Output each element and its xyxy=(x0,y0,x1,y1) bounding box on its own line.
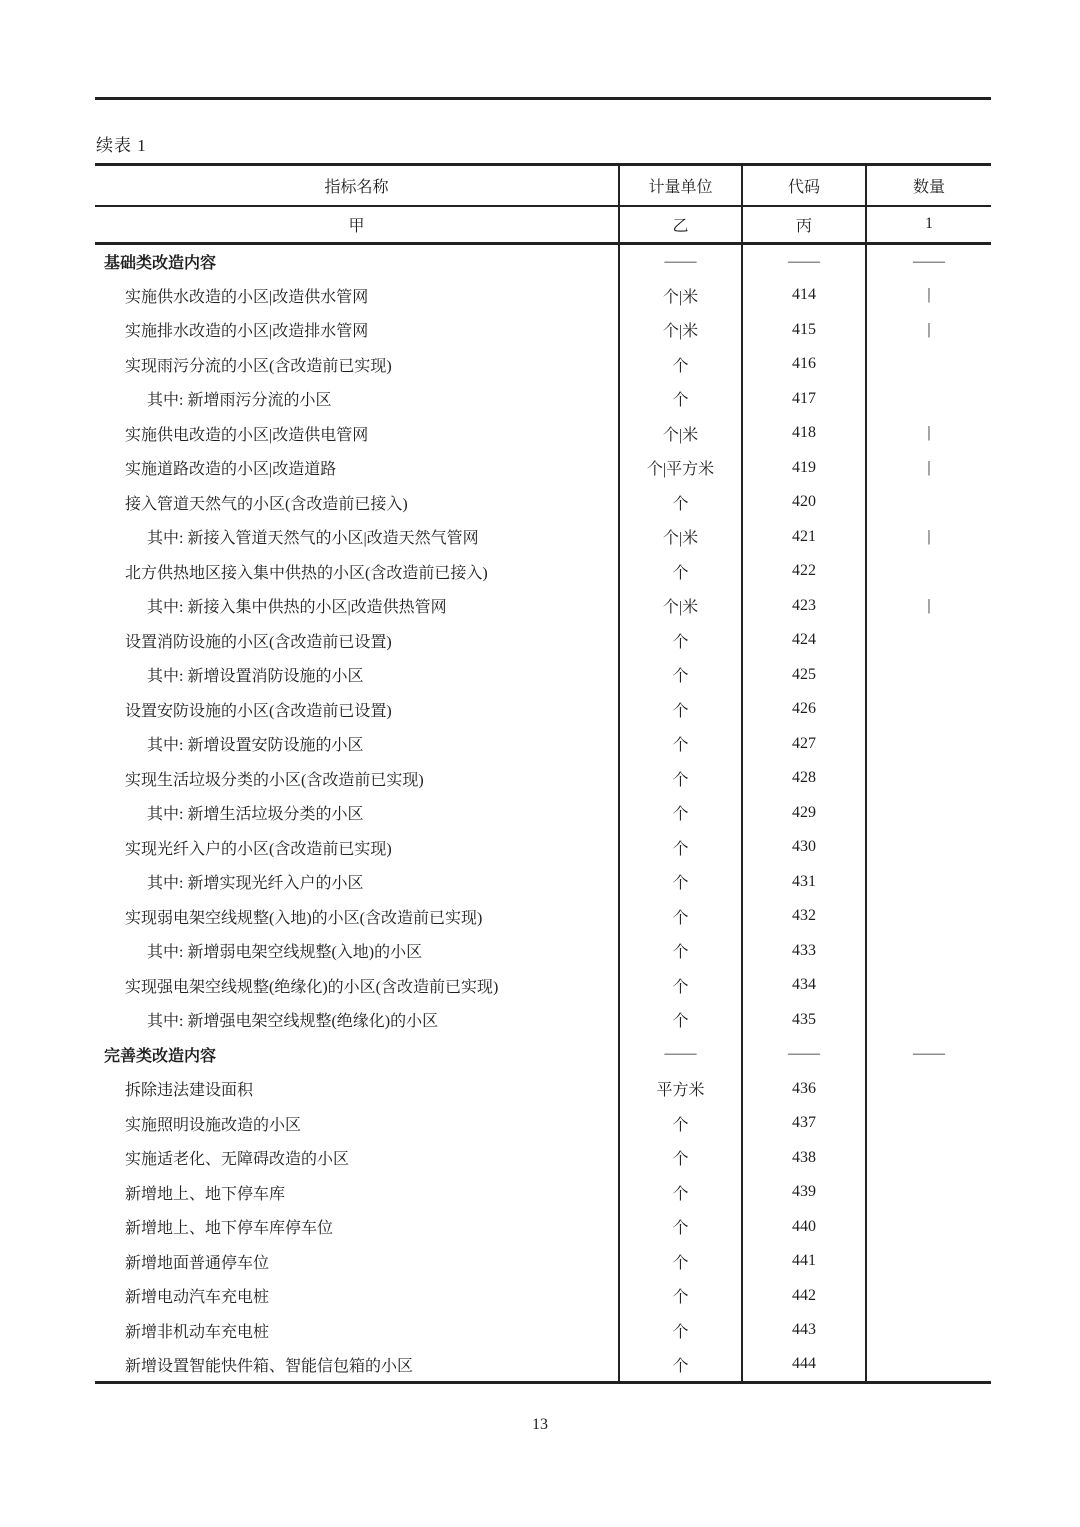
table-row xyxy=(95,1210,991,1245)
indicator-name-cell: 新增地上、地下停车库停车位 xyxy=(125,1220,334,1238)
table-caption: 续表 1 xyxy=(96,136,147,155)
subheader-1: 1 xyxy=(866,206,991,244)
quantity-cell: | xyxy=(866,416,991,451)
code-cell: —— xyxy=(742,1037,866,1072)
code-cell: 439 xyxy=(742,1175,866,1210)
unit-cell: 个 xyxy=(619,796,742,831)
table-row xyxy=(95,416,991,451)
col-header-code: 代码 xyxy=(742,165,866,206)
unit-cell: 个 xyxy=(619,1175,742,1210)
unit-cell: 个|平方米 xyxy=(619,451,742,486)
subheader-yi: 乙 xyxy=(619,206,742,244)
quantity-cell: | xyxy=(866,451,991,486)
table-row xyxy=(95,968,991,1003)
table-row xyxy=(95,313,991,348)
unit-cell: 个 xyxy=(619,382,742,417)
quantity-cell xyxy=(866,727,991,762)
quantity-cell xyxy=(866,623,991,658)
unit-cell: 个 xyxy=(619,899,742,934)
unit-cell: 个 xyxy=(619,692,742,727)
indicator-name-cell: 实施排水改造的小区|改造排水管网 xyxy=(125,323,369,341)
table-row xyxy=(95,1313,991,1348)
quantity-cell xyxy=(866,865,991,900)
table-row xyxy=(95,1279,991,1314)
code-cell: 414 xyxy=(742,278,866,313)
code-cell: 424 xyxy=(742,623,866,658)
code-cell: 431 xyxy=(742,865,866,900)
code-cell: 418 xyxy=(742,416,866,451)
table-header xyxy=(95,165,991,244)
unit-cell: 个 xyxy=(619,865,742,900)
quantity-cell: | xyxy=(866,313,991,348)
indicator-name-cell: 其中: 新接入集中供热的小区|改造供热管网 xyxy=(147,599,447,617)
page-number: 13 xyxy=(532,1416,548,1433)
indicator-name-cell: 实现雨污分流的小区(含改造前已实现) xyxy=(125,357,392,375)
unit-cell: 个 xyxy=(619,554,742,589)
quantity-cell xyxy=(866,934,991,969)
col-header-quantity: 数量 xyxy=(866,165,991,206)
quantity-cell xyxy=(866,692,991,727)
code-cell: 428 xyxy=(742,761,866,796)
table-row xyxy=(95,761,991,796)
unit-cell: 个|米 xyxy=(619,278,742,313)
code-cell: —— xyxy=(742,244,866,279)
quantity-cell xyxy=(866,382,991,417)
indicator-name-cell: 新增设置智能快件箱、智能信包箱的小区 xyxy=(125,1357,414,1375)
code-cell: 433 xyxy=(742,934,866,969)
indicator-name-cell: 其中: 新增生活垃圾分类的小区 xyxy=(147,806,364,824)
indicator-name-cell: 新增电动汽车充电桩 xyxy=(125,1289,270,1307)
code-cell: 416 xyxy=(742,347,866,382)
unit-cell: 个 xyxy=(619,1279,742,1314)
unit-cell: 个|米 xyxy=(619,589,742,624)
code-cell: 429 xyxy=(742,796,866,831)
quantity-cell: | xyxy=(866,589,991,624)
unit-cell: 个 xyxy=(619,934,742,969)
indicator-name-cell: 其中: 新增设置安防设施的小区 xyxy=(147,737,364,755)
unit-cell: 个 xyxy=(619,1003,742,1038)
code-cell: 440 xyxy=(742,1210,866,1245)
subheader-bing: 丙 xyxy=(742,206,866,244)
table-row xyxy=(95,485,991,520)
unit-cell: 个 xyxy=(619,347,742,382)
quantity-cell xyxy=(866,1141,991,1176)
quantity-cell xyxy=(866,899,991,934)
code-cell: 415 xyxy=(742,313,866,348)
code-cell: 443 xyxy=(742,1313,866,1348)
quantity-cell xyxy=(866,1210,991,1245)
unit-cell: 平方米 xyxy=(619,1072,742,1107)
table-row xyxy=(95,244,991,279)
code-cell: 432 xyxy=(742,899,866,934)
quantity-cell xyxy=(866,830,991,865)
indicator-name-cell: 其中: 新增雨污分流的小区 xyxy=(147,392,332,410)
indicator-name-cell: 实施适老化、无障碍改造的小区 xyxy=(125,1151,350,1169)
indicator-name-cell: 其中: 新增实现光纤入户的小区 xyxy=(147,875,364,893)
indicator-name-cell: 拆除违法建设面积 xyxy=(125,1082,254,1100)
quantity-cell xyxy=(866,796,991,831)
table-row xyxy=(95,1003,991,1038)
unit-cell: 个|米 xyxy=(619,416,742,451)
unit-cell: 个 xyxy=(619,1313,742,1348)
table-row xyxy=(95,796,991,831)
quantity-cell: | xyxy=(866,278,991,313)
subheader-row xyxy=(95,206,991,244)
quantity-cell xyxy=(866,1003,991,1038)
unit-cell: 个|米 xyxy=(619,520,742,555)
col-header-unit: 计量单位 xyxy=(619,165,742,206)
indicator-name-cell: 新增非机动车充电桩 xyxy=(125,1323,270,1341)
table-row xyxy=(95,1141,991,1176)
table-row xyxy=(95,554,991,589)
indicator-name-cell: 实施照明设施改造的小区 xyxy=(125,1116,302,1134)
unit-cell: 个 xyxy=(619,727,742,762)
quantity-cell xyxy=(866,1313,991,1348)
quantity-cell: —— xyxy=(866,1037,991,1072)
quantity-cell xyxy=(866,1072,991,1107)
code-cell: 420 xyxy=(742,485,866,520)
table-row xyxy=(95,865,991,900)
header-row xyxy=(95,165,991,206)
code-cell: 438 xyxy=(742,1141,866,1176)
table-body xyxy=(95,244,991,1383)
code-cell: 427 xyxy=(742,727,866,762)
code-cell: 423 xyxy=(742,589,866,624)
indicator-name-cell: 其中: 新增弱电架空线规整(入地)的小区 xyxy=(147,944,423,962)
code-cell: 437 xyxy=(742,1106,866,1141)
table-row xyxy=(95,1037,991,1072)
indicator-name-cell: 新增地面普通停车位 xyxy=(125,1254,270,1272)
indicator-name-cell: 实施道路改造的小区|改造道路 xyxy=(125,461,337,479)
code-cell: 422 xyxy=(742,554,866,589)
unit-cell: —— xyxy=(619,244,742,279)
code-cell: 444 xyxy=(742,1348,866,1383)
indicator-name-cell: 其中: 新接入管道天然气的小区|改造天然气管网 xyxy=(147,530,479,548)
unit-cell: 个 xyxy=(619,623,742,658)
quantity-cell xyxy=(866,1279,991,1314)
col-header-indicator-name: 指标名称 xyxy=(95,165,619,206)
code-cell: 434 xyxy=(742,968,866,1003)
quantity-cell xyxy=(866,1348,991,1383)
table-row xyxy=(95,1348,991,1383)
unit-cell: 个 xyxy=(619,658,742,693)
indicator-name-cell: 实现生活垃圾分类的小区(含改造前已实现) xyxy=(125,771,424,789)
table-row xyxy=(95,623,991,658)
code-cell: 421 xyxy=(742,520,866,555)
code-cell: 425 xyxy=(742,658,866,693)
table-row xyxy=(95,278,991,313)
indicator-name-cell: 其中: 新增设置消防设施的小区 xyxy=(147,668,364,686)
table-row xyxy=(95,692,991,727)
table-row xyxy=(95,1244,991,1279)
table-row xyxy=(95,1072,991,1107)
code-cell: 417 xyxy=(742,382,866,417)
unit-cell: 个 xyxy=(619,761,742,796)
indicator-name-cell: 设置安防设施的小区(含改造前已设置) xyxy=(125,702,392,720)
indicators-table xyxy=(95,163,991,1384)
table-row xyxy=(95,589,991,624)
quantity-cell xyxy=(866,658,991,693)
indicator-name-cell: 实施供水改造的小区|改造供水管网 xyxy=(125,288,369,306)
table-row xyxy=(95,1175,991,1210)
unit-cell: 个 xyxy=(619,1244,742,1279)
indicator-name-cell: 基础类改造内容 xyxy=(104,255,217,272)
code-cell: 419 xyxy=(742,451,866,486)
code-cell: 426 xyxy=(742,692,866,727)
table-row xyxy=(95,899,991,934)
table-row xyxy=(95,727,991,762)
unit-cell: 个 xyxy=(619,1141,742,1176)
indicator-name-cell: 其中: 新增强电架空线规整(绝缘化)的小区 xyxy=(147,1013,439,1031)
unit-cell: 个 xyxy=(619,485,742,520)
quantity-cell xyxy=(866,1106,991,1141)
indicator-name-cell: 接入管道天然气的小区(含改造前已接入) xyxy=(125,495,408,513)
table-row xyxy=(95,934,991,969)
unit-cell: 个 xyxy=(619,830,742,865)
quantity-cell xyxy=(866,554,991,589)
table-row xyxy=(95,382,991,417)
table-row xyxy=(95,830,991,865)
code-cell: 436 xyxy=(742,1072,866,1107)
indicator-name-cell: 实现弱电架空线规整(入地)的小区(含改造前已实现) xyxy=(125,909,483,927)
subheader-jia: 甲 xyxy=(95,206,619,244)
table-row xyxy=(95,1106,991,1141)
indicator-name-cell: 实施供电改造的小区|改造供电管网 xyxy=(125,426,369,444)
unit-cell: 个 xyxy=(619,1106,742,1141)
indicator-name-cell: 实现光纤入户的小区(含改造前已实现) xyxy=(125,840,392,858)
code-cell: 442 xyxy=(742,1279,866,1314)
quantity-cell: | xyxy=(866,520,991,555)
indicator-name-cell: 完善类改造内容 xyxy=(104,1047,217,1065)
page-top-rule xyxy=(95,97,991,100)
quantity-cell xyxy=(866,1244,991,1279)
quantity-cell xyxy=(866,968,991,1003)
indicator-name-cell: 实现强电架空线规整(绝缘化)的小区(含改造前已实现) xyxy=(125,978,499,996)
code-cell: 430 xyxy=(742,830,866,865)
quantity-cell xyxy=(866,761,991,796)
unit-cell: 个 xyxy=(619,1210,742,1245)
table-row xyxy=(95,658,991,693)
table-row xyxy=(95,451,991,486)
code-cell: 441 xyxy=(742,1244,866,1279)
unit-cell: —— xyxy=(619,1037,742,1072)
table-row xyxy=(95,347,991,382)
quantity-cell: —— xyxy=(866,244,991,279)
indicator-name-cell: 新增地上、地下停车库 xyxy=(125,1185,286,1203)
unit-cell: 个|米 xyxy=(619,313,742,348)
indicator-name-cell: 北方供热地区接入集中供热的小区(含改造前已接入) xyxy=(125,564,488,582)
unit-cell: 个 xyxy=(619,968,742,1003)
code-cell: 435 xyxy=(742,1003,866,1038)
quantity-cell xyxy=(866,347,991,382)
quantity-cell xyxy=(866,1175,991,1210)
quantity-cell xyxy=(866,485,991,520)
indicator-name-cell: 设置消防设施的小区(含改造前已设置) xyxy=(125,633,392,651)
unit-cell: 个 xyxy=(619,1348,742,1383)
table-row xyxy=(95,520,991,555)
